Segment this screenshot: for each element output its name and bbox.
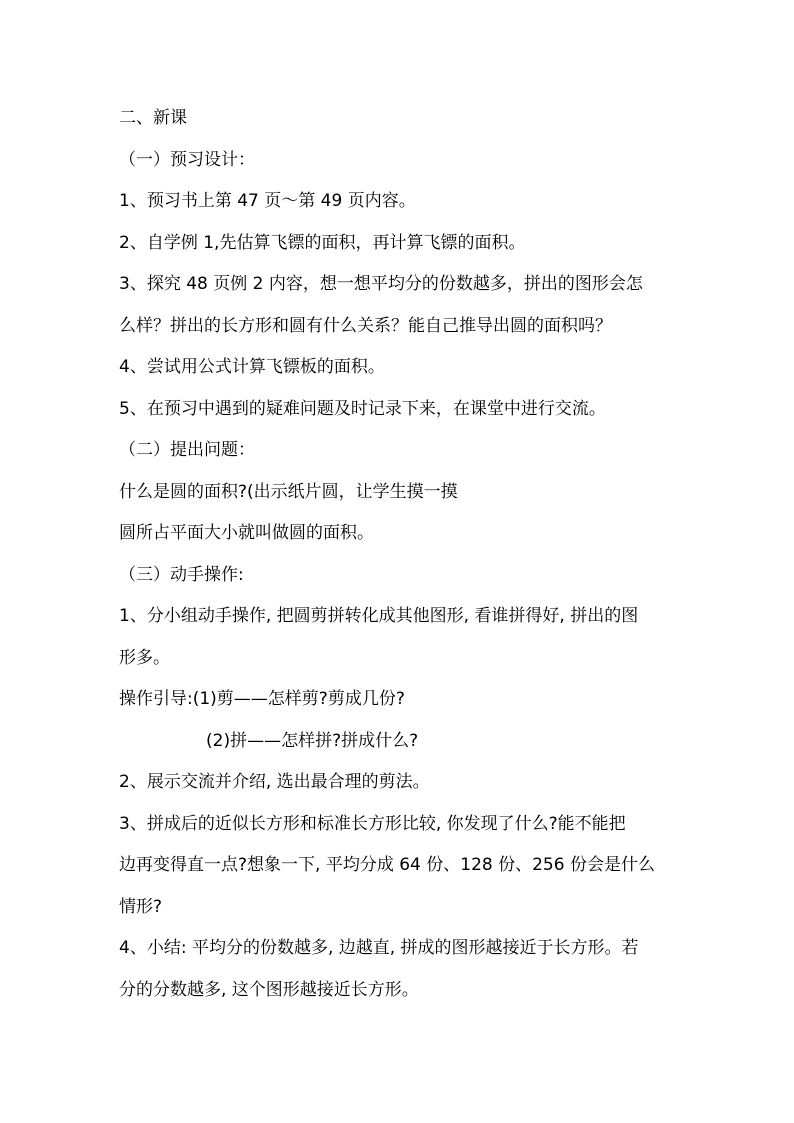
paragraph-line: 1、分小组动手操作, 把圆剪拼转化成其他图形, 看谁拼得好, 拼出的图: [119, 606, 639, 626]
paragraph-line: 形多。: [119, 648, 170, 668]
paragraph-line: 3、探究 48 页例 2 内容，想一想平均分的份数越多，拼出的图形会怎: [119, 274, 643, 294]
paragraph-line: 3、拼成后的近似长方形和标准长方形比较, 你发现了什么?能不能把: [119, 814, 626, 834]
paragraph-line: 边再变得直一点?想象一下, 平均分成 64 份、128 份、256 份会是什么: [119, 855, 655, 875]
paragraph-line: 2、自学例 1,先估算飞镖的面积，再计算飞镖的面积。: [119, 233, 526, 253]
paragraph-line: 1、预习书上第 47 页～第 49 页内容。: [119, 191, 416, 211]
paragraph-line: 操作引导:(1)剪——怎样剪?剪成几份?: [119, 689, 405, 709]
section-heading-new-lesson: 二、新课: [119, 108, 187, 128]
paragraph-line: 5、在预习中遇到的疑难问题及时记录下来，在课堂中进行交流。: [119, 399, 606, 419]
subheading-hands-on: （三）动手操作:: [119, 565, 244, 585]
paragraph-line: 4、小结: 平均分的份数越多, 边越直, 拼成的图形越接近于长方形。若: [119, 938, 639, 958]
paragraph-line: 情形?: [119, 897, 163, 917]
paragraph-line: 么样？拼出的长方形和圆有什么关系？能自己推导出圆的面积吗？: [119, 316, 612, 336]
subheading-raise-question: （二）提出问题：: [119, 440, 255, 460]
paragraph-line-indented: (2)拼——怎样拼?拼成什么?: [206, 731, 419, 751]
paragraph-line: 2、展示交流并介绍, 选出最合理的剪法。: [119, 772, 430, 792]
paragraph-line: 4、尝试用公式计算飞镖板的面积。: [119, 357, 385, 377]
paragraph-line: 什么是圆的面积?(出示纸片圆，让学生摸一摸: [119, 482, 458, 502]
paragraph-line: 圆所占平面大小就叫做圆的面积。: [119, 523, 374, 543]
paragraph-line: 分的分数越多, 这个图形越接近长方形。: [119, 980, 419, 1000]
subheading-preview-design: （一）预习设计：: [119, 150, 255, 170]
